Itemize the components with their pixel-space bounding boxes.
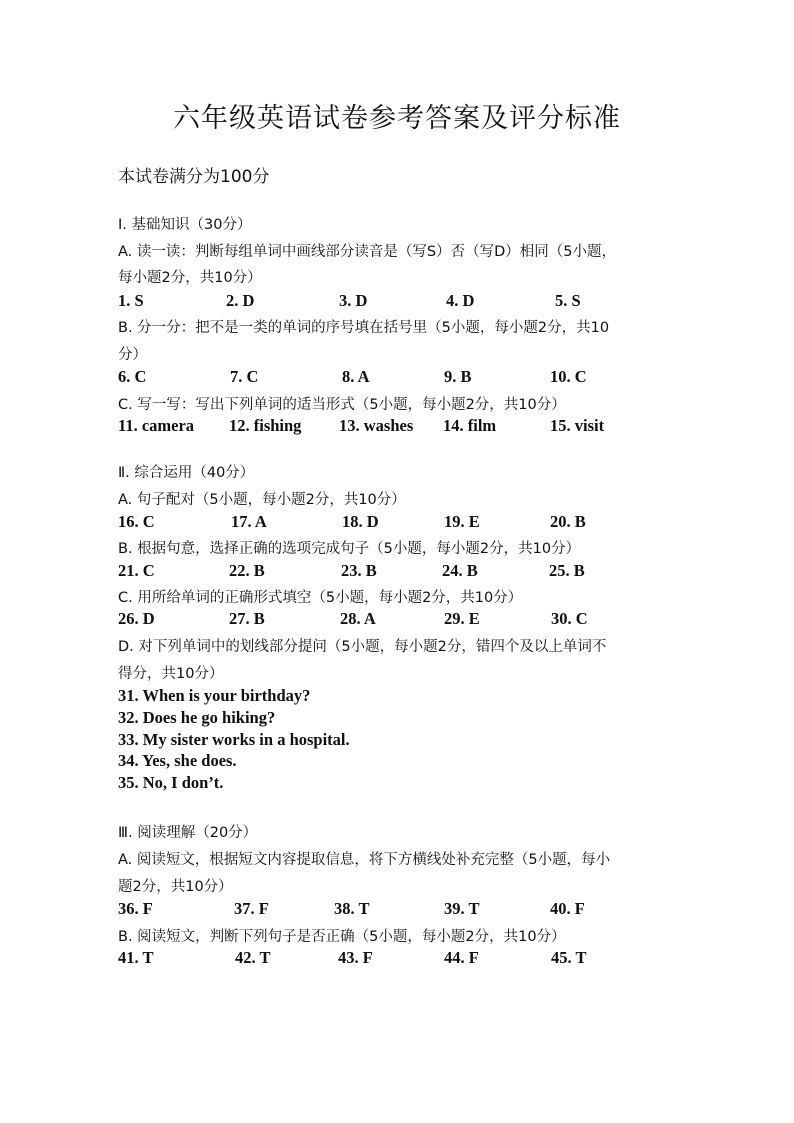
answer-14: 14. film [443, 416, 497, 435]
answer-18: 18. D [342, 512, 379, 531]
answer-34: 34. Yes, she does. [118, 751, 237, 770]
answer-13: 13. washes [339, 416, 414, 435]
answer-24: 24. B [442, 561, 478, 580]
section-2a-instruction: A. 句子配对（5小题，每小题2分，共10分） [118, 492, 406, 508]
answer-17: 17. A [231, 512, 267, 531]
section-2-heading: Ⅱ. 综合运用（40分） [118, 465, 255, 481]
answer-31: 31. When is your birthday? [118, 686, 311, 705]
section-1c-answers [118, 416, 678, 438]
answer-12: 12. fishing [229, 416, 302, 435]
answer-16: 16. C [118, 512, 155, 531]
section-1a-instruction-line-1: A. 读一读：判断每组单词中画线部分读音是（写S）否（写D）相同（5小题， [118, 244, 616, 260]
section-1c-instruction: C. 写一写：写出下列单词的适当形式（5小题，每小题2分，共10分） [118, 397, 566, 413]
answer-21: 21. C [118, 561, 155, 580]
answer-26: 26. D [118, 609, 155, 628]
section-2b-answers [118, 561, 678, 583]
answer-20: 20. B [550, 512, 586, 531]
answer-33: 33. My sister works in a hospital. [118, 730, 350, 749]
answer-30: 30. C [551, 609, 588, 628]
answer-39: 39. T [444, 899, 480, 918]
answer-19: 19. E [444, 512, 480, 531]
section-3b-answers [118, 948, 678, 970]
section-1a-instruction-line-2: 每小题2分，共10分） [118, 270, 262, 286]
section-3a-instruction-line-1: A. 阅读短文，根据短文内容提取信息，将下方横线处补充完整（5小题，每小 [118, 852, 611, 868]
section-2d-instruction-line-2: 得分，共10分） [118, 666, 224, 682]
section-1-heading: Ⅰ. 基础知识（30分） [118, 217, 252, 233]
answer-29: 29. E [444, 609, 480, 628]
section-1b-instruction-line-1: B. 分一分：把不是一类的单词的序号填在括号里（5小题，每小题2分，共10 [118, 320, 610, 336]
answer-9: 9. B [444, 367, 472, 386]
answer-37: 37. F [234, 899, 269, 918]
answer-6: 6. C [118, 367, 147, 386]
section-1a-answers [118, 291, 678, 313]
section-2a-answers [118, 512, 678, 534]
answer-44: 44. F [444, 948, 479, 967]
answer-2: 2. D [226, 291, 255, 310]
answer-23: 23. B [341, 561, 377, 580]
answer-22: 22. B [229, 561, 265, 580]
section-2d-instruction-line-1: D. 对下列单词中的划线部分提问（5小题，每小题2分，错四个及以上单词不 [118, 639, 607, 655]
section-2c-instruction: C. 用所给单词的正确形式填空（5小题，每小题2分，共10分） [118, 590, 523, 606]
answer-11: 11. camera [118, 416, 195, 435]
section-3a-instruction-line-2: 题2分，共10分） [118, 879, 233, 895]
answer-5: 5. S [555, 291, 581, 310]
answer-10: 10. C [550, 367, 587, 386]
section-1b-answers [118, 367, 678, 389]
answer-27: 27. B [229, 609, 265, 628]
section-3-heading: Ⅲ. 阅读理解（20分） [118, 825, 258, 841]
section-3a-answers [118, 899, 678, 921]
page-title: 六年级英语试卷参考答案及评分标准 [173, 103, 621, 134]
answer-42: 42. T [235, 948, 271, 967]
answer-28: 28. A [340, 609, 376, 628]
answer-41: 41. T [118, 948, 154, 967]
answer-40: 40. F [550, 899, 585, 918]
answer-8: 8. A [342, 367, 370, 386]
answer-36: 36. F [118, 899, 153, 918]
answer-32: 32. Does he go hiking? [118, 708, 276, 727]
answer-25: 25. B [549, 561, 585, 580]
answer-15: 15. visit [550, 416, 605, 435]
answer-7: 7. C [230, 367, 259, 386]
answer-43: 43. F [338, 948, 373, 967]
answer-1: 1. S [118, 291, 144, 310]
answer-4: 4. D [446, 291, 475, 310]
total-score-note: 本试卷满分为100分 [118, 167, 270, 187]
answer-3: 3. D [339, 291, 368, 310]
answer-35: 35. No, I don’t. [118, 773, 224, 792]
section-1b-instruction-line-2: 分） [118, 347, 147, 363]
answer-45: 45. T [551, 948, 587, 967]
section-2c-answers [118, 609, 678, 631]
section-3b-instruction: B. 阅读短文，判断下列句子是否正确（5小题，每小题2分，共10分） [118, 929, 566, 945]
answer-38: 38. T [334, 899, 370, 918]
section-2b-instruction: B. 根据句意，选择正确的选项完成句子（5小题，每小题2分，共10分） [118, 541, 581, 557]
